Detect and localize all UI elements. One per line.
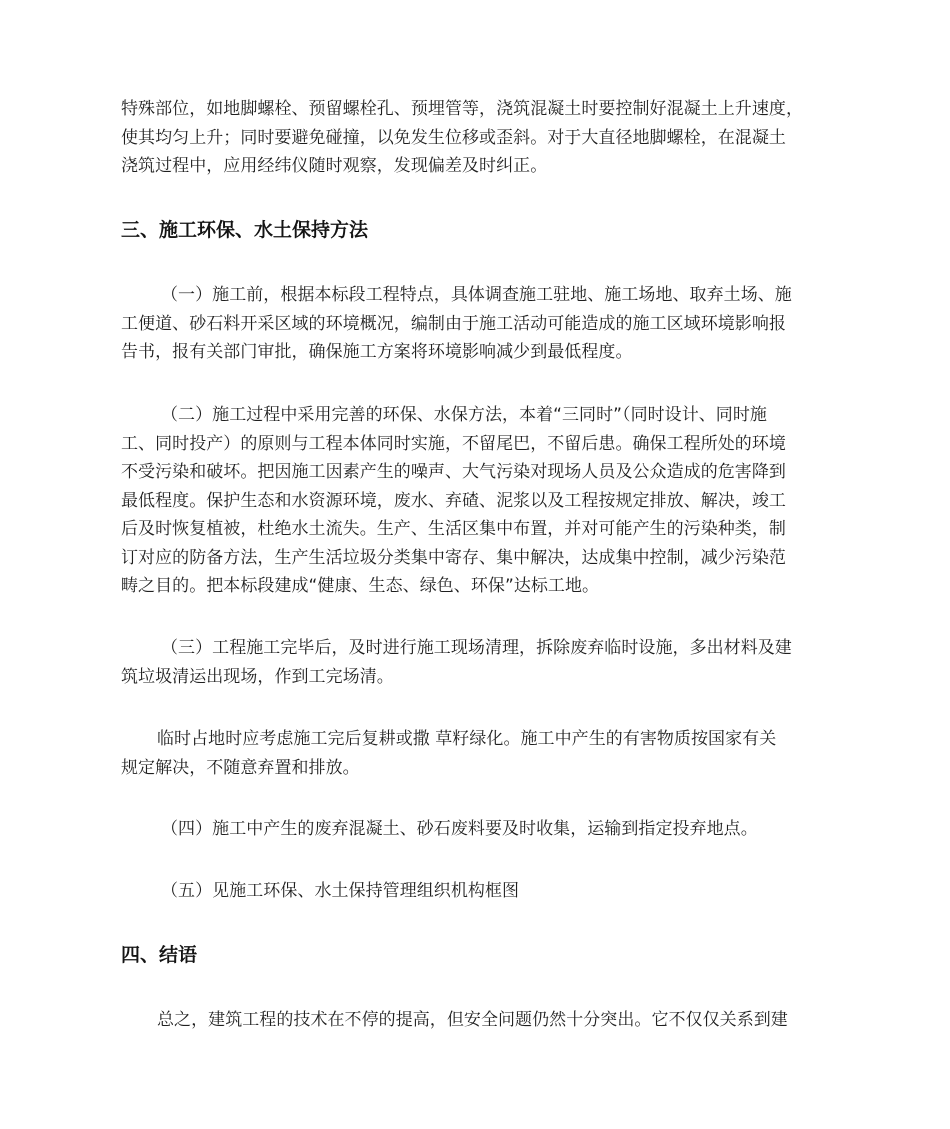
text-line: （三）工程施工完毕后，及时进行施工现场清理，拆除废弃临时设施，多出材料及建 xyxy=(161,638,792,658)
paragraph-conclusion xyxy=(121,1006,833,1035)
text-line: （五）见施工环保、水土保持管理组织机构框图 xyxy=(161,881,520,901)
text-line: 不受污染和破坏。把因施工因素产生的噪声、大气污染对现场人员及公众造成的危害降到 xyxy=(121,462,786,482)
text-line: 订对应的防备方法，生产生活垃圾分类集中寄存、集中解决，达成集中控制，减少污染范 xyxy=(121,547,786,568)
paragraph-temporary-land xyxy=(121,725,833,782)
text-line: 工、同时投产）的原则与工程本体同时实施，不留尾巴，不留后患。确保工程所处的环境 xyxy=(121,433,786,454)
text-line: 告书，报有关部门审批，确保施工方案将环境影响减少到最低程度。 xyxy=(121,342,633,362)
text-line: 畴之目的。把本标段建成“健康、生态、绿色、环保”达标工地。 xyxy=(121,576,600,596)
paragraph-continuation xyxy=(121,95,833,181)
text-line: 特殊部位，如地脚螺栓、预留螺栓孔、预埋管等，浇筑混凝土时要控制好混凝土上升速度， xyxy=(121,99,803,119)
paragraph-item-3 xyxy=(121,634,833,691)
section-heading-4: 四、结语 xyxy=(121,944,198,966)
text-line: 筑垃圾清运出现场，作到工完场清。 xyxy=(121,666,394,687)
paragraph-item-4 xyxy=(121,815,833,844)
text-line: 后及时恢复植被，杜绝水土流失。生产、生活区集中布置，并对可能产生的污染种类，制 xyxy=(121,519,786,539)
text-line: 最低程度。保护生态和水资源环境，废水、弃碴、泥浆以及工程按规定排放、解决，竣工 xyxy=(121,490,786,511)
text-line: （二）施工过程中采用完善的环保、水保方法，本着“三同时”（同时设计、同时施 xyxy=(161,405,767,425)
paragraph-item-1 xyxy=(121,281,833,367)
text-line: 使其均匀上升；同时要避免碰撞，以免发生位移或歪斜。对于大直径地脚螺栓，在混凝土 xyxy=(121,127,786,148)
text-line: （四）施工中产生的废弃混凝土、砂石废料要及时收集，运输到指定投弃地点。 xyxy=(161,819,758,839)
text-line: 浇筑过程中，应用经纬仪随时观察，发现偏差及时纠正。 xyxy=(121,156,548,176)
paragraph-item-2 xyxy=(121,401,833,601)
text-line: 总之，建筑工程的技术在不停的提高，但安全问题仍然十分突出。它不仅仅关系到建 xyxy=(157,1010,788,1030)
paragraph-item-5 xyxy=(121,877,833,906)
text-line: 临时占地时应考虑施工完后复耕或撒 草籽绿化。施工中产生的有害物质按国家有关 xyxy=(157,729,777,749)
section-heading-3: 三、施工环保、水土保持方法 xyxy=(121,219,369,241)
text-line: 规定解决，不随意弃置和排放。 xyxy=(121,757,360,778)
text-line: （一）施工前，根据本标段工程特点，具体调查施工驻地、施工场地、取弃土场、施 xyxy=(161,285,792,305)
text-line: 工便道、砂石料开采区域的环境概况，编制由于施工活动可能造成的施工区域环境影响报 xyxy=(121,313,786,334)
